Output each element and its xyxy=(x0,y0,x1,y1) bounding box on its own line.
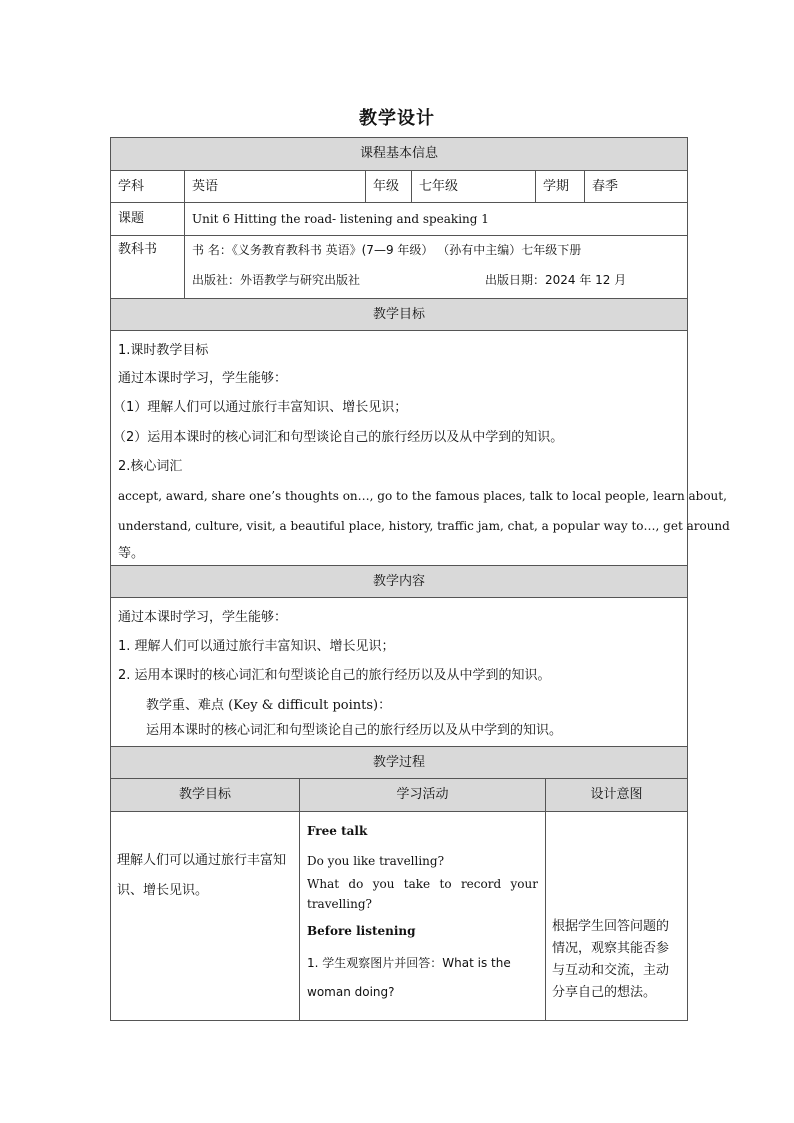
process-activity-cell xyxy=(299,811,546,1021)
lesson-plan-table xyxy=(110,137,730,1021)
process-header: 教学过程 xyxy=(110,746,688,779)
textbook-publish-date: 出版日期：2024 年 12 月 xyxy=(485,273,627,287)
vocab-line: 等。 xyxy=(118,546,145,561)
content-header: 教学内容 xyxy=(110,565,688,598)
process-objective-text: 理解人们可以通过旅行丰富知识、增长见识。 xyxy=(117,853,287,898)
process-intent-text: 根据学生回答问题的情况，观察其能否参与互动和交流，主动分享自己的想法。 xyxy=(552,919,670,1000)
objectives-line: （2）运用本课时的核心词汇和句型谈论自己的旅行经历以及从中学到的知识。 xyxy=(113,430,564,445)
topic-value: Unit 6 Hitting the road- listening and speaking 1 xyxy=(184,202,688,236)
term-label: 学期 xyxy=(535,170,585,203)
content-body xyxy=(110,597,688,747)
process-objective-cell xyxy=(110,811,300,1021)
textbook-info-cell xyxy=(184,235,688,299)
content-line: 1. 理解人们可以通过旅行丰富知识、增长见识； xyxy=(118,639,395,654)
grade-value: 七年级 xyxy=(411,170,536,203)
content-line: 2. 运用本课时的核心词汇和句型谈论自己的旅行经历以及从中学到的知识。 xyxy=(118,668,551,683)
document-title: 教学设计 xyxy=(359,108,435,129)
process-col-intent: 设计意图 xyxy=(545,778,688,812)
textbook-publisher: 出版社：外语教学与研究出版社 xyxy=(192,273,361,287)
key-points-label: 教学重、难点 (Key & difficult points)： xyxy=(146,698,392,713)
vocab-line: understand, culture, visit, a beautiful place, history, traffic jam, chat, a popular way to…, get around xyxy=(118,519,730,533)
subject-label: 学科 xyxy=(110,170,185,203)
objectives-line: （1）理解人们可以通过旅行丰富知识、增长见识； xyxy=(113,400,408,415)
objectives-line: 2.核心词汇 xyxy=(118,459,183,474)
topic-label: 课题 xyxy=(110,202,185,236)
subject-value: 英语 xyxy=(184,170,366,203)
term-value: 春季 xyxy=(584,170,688,203)
free-talk-question-1: Do you like travelling? xyxy=(307,854,445,868)
process-col-objective: 教学目标 xyxy=(110,778,300,812)
free-talk-label: Free talk xyxy=(307,824,368,838)
textbook-label-cell xyxy=(110,235,185,299)
before-listening-label: Before listening xyxy=(307,924,416,938)
grade-label: 年级 xyxy=(365,170,412,203)
content-line: 通过本课时学习，学生能够： xyxy=(118,610,288,625)
objectives-line: 1.课时教学目标 xyxy=(118,343,209,358)
free-talk-question-2: What do you take to record your travelling? xyxy=(307,877,538,911)
process-col-activity: 学习活动 xyxy=(299,778,546,812)
key-points-text: 运用本课时的核心词汇和句型谈论自己的旅行经历以及从中学到的知识。 xyxy=(146,723,563,738)
textbook-name: 书 名：《义务教育教科书 英语》(7—9 年级） （孙有中主编）七年级下册 xyxy=(192,243,582,257)
objectives-body xyxy=(110,330,730,566)
process-intent-cell xyxy=(545,811,688,1021)
basic-info-header: 课程基本信息 xyxy=(110,137,688,171)
before-listening-step-1: 1. 学生观察图片并回答：What is the woman doing? xyxy=(307,956,511,999)
objectives-line: 通过本课时学习，学生能够： xyxy=(118,371,288,386)
vocab-line: accept, award, share one’s thoughts on…, go to the famous places, talk to local people, learn about, xyxy=(118,489,727,503)
objectives-header: 教学目标 xyxy=(110,298,688,331)
textbook-label: 教科书 xyxy=(118,242,158,257)
